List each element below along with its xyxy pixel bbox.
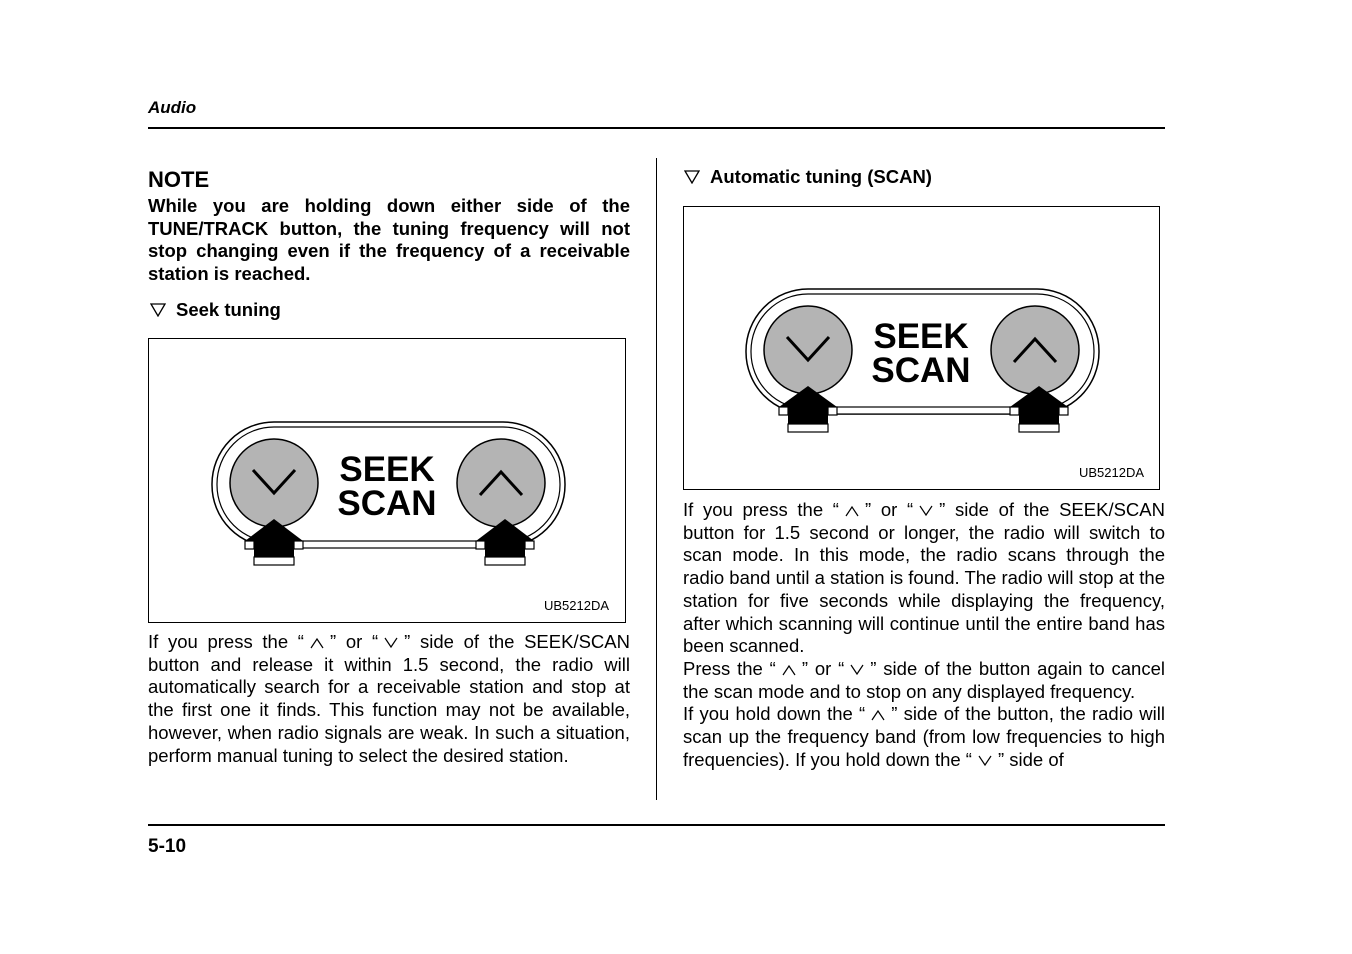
chevron-up-icon <box>845 505 859 517</box>
seek-label: SEEK <box>339 450 435 489</box>
seek-tuning-paragraph <box>148 631 630 767</box>
seek-scan-figure <box>683 206 1160 490</box>
seek-up-button <box>457 439 545 527</box>
text-run: If you press the “ <box>148 631 304 652</box>
text-run: Press the “ <box>683 657 776 679</box>
text-run: ” side of the SEEK/SCAN button for 1.5 second or longer, the radio will switch to scan mode. In this mode, the radio scans through the radio band until a station is found. The radio will stop at the station for five seconds while displaying the frequency, after which scanning will continue until the entire band has been scanned. <box>683 499 1165 657</box>
footer-rule <box>148 824 1165 826</box>
page-number: 5-10 <box>148 836 187 857</box>
seek-down-button <box>230 439 318 527</box>
seek-scan-button-illustration <box>684 207 1161 491</box>
text-run: ” or “ <box>329 631 379 652</box>
text-run: ” side of the button, the radio will scan up the frequency band (from low frequencies to high frequencies). If you hold down the “ <box>683 703 1165 770</box>
figure-code: UB5212DA <box>544 598 610 613</box>
text-run: If you hold down the “ <box>683 703 866 725</box>
seek-tuning-heading-text: Seek tuning <box>176 299 281 320</box>
scan-tuning-heading-text: Automatic tuning (SCAN) <box>710 166 932 187</box>
seek-label: SEEK <box>873 317 969 356</box>
scan-label: SCAN <box>871 351 971 390</box>
seek-up-button <box>991 306 1079 394</box>
chevron-up-icon <box>871 709 885 721</box>
chevron-up-icon <box>310 637 324 649</box>
section-header: Audio <box>148 98 197 117</box>
figure-code: UB5212DA <box>1079 465 1145 480</box>
note-text: While you are holding down either side of the TUNE/TRACK button, the tuning frequency will not stop changing even if the frequency of a receivable station is reached. <box>148 195 630 285</box>
chevron-down-icon <box>384 637 398 649</box>
scan-paragraph-2 <box>683 658 1165 703</box>
seek-tuning-heading <box>150 299 281 321</box>
seek-scan-button-illustration <box>149 339 627 624</box>
text-run: ” side of <box>997 748 1064 770</box>
scan-label: SCAN <box>337 484 437 523</box>
text-run: ” side of the SEEK/SCAN button and release it within 1.5 second, the radio will automatically search for a receivable station and stop at the first one it finds. This function may not be available, however, when radio signals are weak. In such a situation, perform manual tuning to select the desired station. <box>148 631 630 766</box>
triangle-down-icon <box>150 303 166 317</box>
press-arrow-right <box>476 519 534 565</box>
seek-down-button <box>764 306 852 394</box>
seek-scan-figure <box>148 338 626 623</box>
chevron-down-icon <box>850 664 864 676</box>
chevron-down-icon <box>978 755 992 767</box>
note-title: NOTE <box>148 167 210 192</box>
scan-paragraph-3 <box>683 703 1165 771</box>
triangle-down-icon <box>684 170 700 184</box>
column-divider <box>656 158 657 800</box>
text-run: If you press the “ <box>683 499 839 520</box>
text-run: ” side of the button again to cancel the scan mode and to stop on any displayed frequency. <box>683 657 1165 702</box>
text-run: ” or “ <box>801 657 845 679</box>
scan-paragraph-1 <box>683 499 1165 658</box>
press-arrow-left <box>245 519 303 565</box>
press-arrow-right <box>1010 386 1068 432</box>
scan-tuning-heading <box>684 166 932 188</box>
chevron-down-icon <box>919 505 933 517</box>
scan-tuning-text <box>683 499 1165 771</box>
chevron-up-icon <box>782 664 796 676</box>
header-rule <box>148 127 1165 129</box>
press-arrow-left <box>779 386 837 432</box>
text-run: ” or “ <box>864 499 914 520</box>
